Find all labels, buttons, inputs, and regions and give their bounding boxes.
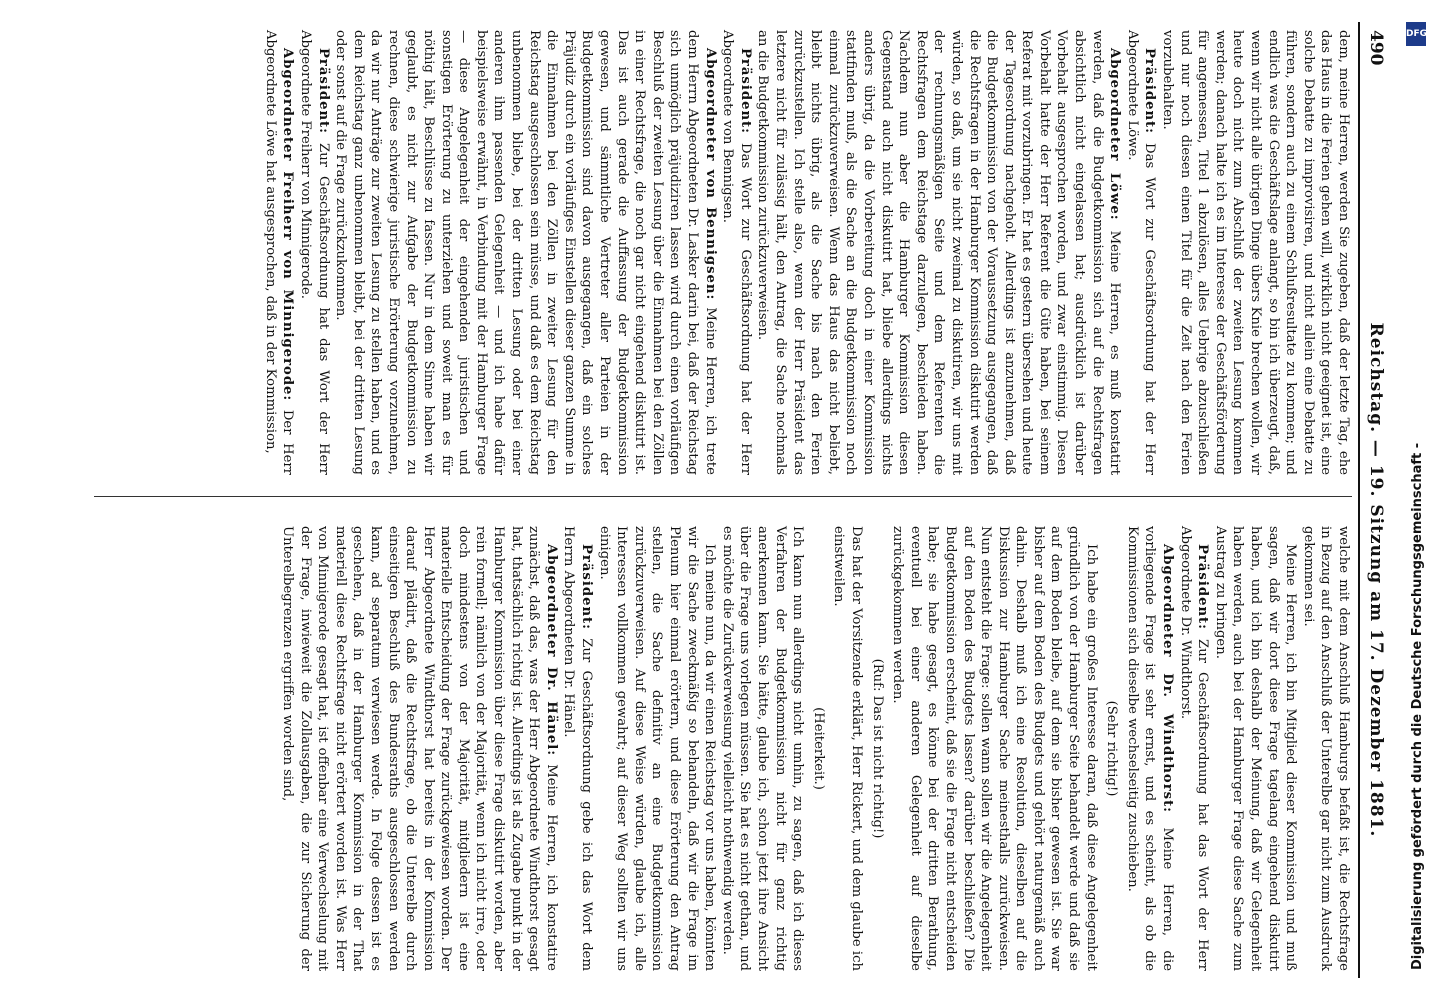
page-title: Reichstag. — 19. Sitzung am 17. Dezember 1881. <box>1366 322 1386 838</box>
paragraph <box>1123 30 1158 475</box>
paragraph-text: Das Wort zur Geschäftsordnung hat der Herr Abgeordnete von Bennigsen. <box>720 30 753 475</box>
interjection <box>1103 526 1121 971</box>
paragraph-text: Der Herr Abgeordnete Löwe hat ausgesprochen, daß in der Kommission, <box>262 30 296 475</box>
paragraph-text: (Ruf: Das ist nicht richtig!) <box>869 658 885 839</box>
paragraph <box>278 526 560 971</box>
paragraph-text: Meine Herren, ich konstatire zunächst, daß das, was der Herr Abgeordnete Windthorst gesagt hat, thatsächlich richtig ist. Allerdings ist als Zugabe punkt in der Hamburger Kommission über diese Frage diskutirt worden, aber rein formell; nämlich von der Majorität, wenn ich nicht irre, oder doch mindestens von der Majorität, mitgliedern ist eine materielle Entscheidung der Frage zurückgewiesen worden. Der Herr Abgeordnete Windthorst hat bereits in der Kommission darauf plädirt, daß die Rechtsfrage, ob die Unterelbe durch einseitigen Beschluß des Bundesraths ausgeschlossen werden kann, ad separatum verwiesen werde. In Folge dessen ist es geschehen, daß in der Hamburger Kommission in der That materiell diese Rechtsfrage nicht erörtert worden ist. Was Herr von Minnigerode gesagt hat, ist offenbar eine Verwechselung mit der Frage, inwieweit die Zollausgaben, die zur Sicherung der Unterelbegrenzen ergriffen worden sind, <box>279 526 559 971</box>
paragraph-text: welche mit dem Anschluß Hamburgs befaßt ist, die Rechtsfrage in Bezug auf den Anschluß der Unterelbe gar nicht zum Ausdruck gekommen sei. <box>1300 526 1351 971</box>
paragraph <box>1211 526 1299 971</box>
paragraph-text: (Sehr richtig!) <box>1104 700 1120 797</box>
paragraph <box>560 526 595 971</box>
header-rule <box>1358 22 1360 978</box>
paragraph <box>1158 30 1352 475</box>
column-divider <box>94 496 1352 497</box>
left-column <box>261 30 1352 475</box>
speaker-name: Präsident: <box>1142 48 1158 135</box>
paragraph-text: dem, meine Herren, werden Sie zugeben, daß der letzte Tag, ehe das Haus in die Ferien gehen will, wirklich nicht geeignet ist, eine solche Debatte zu improvisiren, und nicht allein eine Debatte zu führen, sondern auch zu einem Schlußresultate zu kommen; und endlich was die Geschäftslage anlangt, so bin ich überzeugt, daß, wenn wir nicht alle übrigen Dinge übers Knie brechen wollen, wir heute doch nicht zum Abschluß der zweiten Lesung kommen werden; danach halte ich es im Interesse der Geschäftsförderung für angemessen, Titel 1 abzulösen, alles Uebrige abzuschließen und nur noch diesen einen Titel für die Zeit nach den Ferien vorzubehalten. <box>1160 30 1351 475</box>
right-column <box>278 526 1352 971</box>
paragraph <box>1123 526 1176 971</box>
paragraph-text: Ich habe ein großes Interesse daran, daß diese Angelegenheit gründlich von der Hamburger Seite behandelt werde und daß sie auf dem Boden bleibe, auf dem sie bisher gewesen ist. Sie war bisher auf dem Boden des Budgets und gehört naturgemäß auch dahin. Deshalb muß ich eine Resolution, dieselben auf die Diskussion zur Hamburger Sache meinesthalls zurückweisen. Nun entsteht die Frage: sollen wann sollen wir die Angelegenheit auf den Boden des Budgets lassen? darüber beschließen? Die Budgetkommission erscheint, daß sie die Frage nicht entscheiden habe; sie habe gesagt, es könne bei der dritten Berathung, eventuell bei einer anderen Gelegenheit auf dieselbe zurückgekommen werden. <box>890 526 1099 971</box>
speaker-name: Präsident: <box>1195 544 1211 631</box>
paragraph-text: Meine Herren, ich trete dem Herrn Abgeordneten Dr. Lasker darin bei, daß der Reichstag sich unmöglich präjudiziren lassen wird durch einen vorläufigen Beschluß der zweiten Lesung über die Einnahmen bei den Zöllen in einer Rechtsfrage, die noch gar nicht eingehend diskutirt ist. Das ist auch gerade die Auffassung der Budgetkommission gewesen, und sämmtliche Vertreter aller Parteien in der Budgetkommission sind davon ausgegangen, daß ein solches Präjudiz durch ein vorläufiges Einstellen dieser ganzen Summe in die Einnahmen bei den Zöllen in zweiter Lesung für den Reichstag ausgeschlossen sein müsse, und daß es dem Reichstag unbenommen bliebe, bei der dritten Lesung oder bei einer anderen ihm passenden Gelegenheit — und ich habe dafür beispielsweise erwähnt, in Verbindung mit der Hamburger Frage — diese Angelegenheit der eingehenden juristischen und sonstigen Erörterung zu unterziehen und soweit man es für nöthig hält, Beschlüsse zu fassen. Nur in dem Sinne haben wir geglaubt, es nicht zur Aufgabe der Budgetkommission zu rechnen, diese schwierige juristische Erörterung vorzunehmen, da wir nur Anträge zur zweiten Lesung zu stellen haben, und es dem Reichstag ganz unbenommen bleibt, bei der dritten Lesung oder sonst auf die Frage zurückzukommen. <box>333 30 718 475</box>
paragraph-text: Zur Geschäftsordnung gebe ich das Wort dem Herrn Abgeordneten Dr. Hänel. <box>561 526 595 971</box>
page-number: 490 <box>1366 30 1386 66</box>
paragraph <box>889 526 1100 971</box>
speaker-name: Abgeordneter Löwe: <box>1107 48 1123 221</box>
speaker-name: Präsident: <box>737 48 753 135</box>
paragraph <box>1299 526 1352 971</box>
paragraph-text: Ich meine nun, da wir einen Reichstag vor uns haben, könnten wir die Sache zweckmäßig so behandeln, daß wir die Frage im Plenum hier einmal erörtern, und diese Erörterung den Antrag stellen, die Sache definitiv an eine Budgetkommission zurückzuverweisen. Auf diese Weise würden, glaube ich, alle Interessen vollkommen gewahrt; auf dieser Weg sollten wir uns einigen. <box>596 526 718 971</box>
page-header <box>1364 0 1386 1000</box>
speaker-name: Präsident: <box>579 544 595 631</box>
speaker-name: Abgeordneter von Bennigsen: <box>702 48 718 301</box>
paragraph <box>754 30 1123 475</box>
paragraph-text: Das hat der Vorsitzende erklärt, Herr Rickert, und dem glaube ich einstweilen. <box>831 526 864 971</box>
interjection <box>809 526 827 971</box>
paragraph <box>1176 526 1211 971</box>
digitization-strip <box>1406 22 1430 982</box>
paragraph <box>332 30 719 475</box>
paragraph-text: Meine Herren, es muß konstatirt werden, daß die Budgetkommission sich auf die Rechtsfragen absichtlich nicht eingelassen hat; ausdrücklich ist darüber Vorbehalt ausgesprochen worden, und zwar einstimmig. Diesen Vorbehalt hatte der Herr Referent die Güte haben, bei seinem Referat mit vorzubringen. Er hat es gestern übersehen und heute der Tagesordnung nachgeholt. Allerdings ist anzunehmen, daß die Budgetkommission von der Voraussetzung ausgegangen, daß die Rechtsfragen in der Hamburger Kommission diskutirt werden würden, so daß, um sie nicht zweimal zu diskutiren, wir uns mit der rechnungsmäßigen Seite und dem Referenten die Rechtsfragen dem Reichstage darzulegen, beschieden haben. Nachdem nun aber die Hamburger Kommission diesen Gegenstand auch nicht diskutirt hat, bliebe allerdings nichts anders übrig, da die Vorbereitung doch in einer Kommission stattfinden muß, als die Sache an die Budgetkommission noch einmal zurückzuverweisen. Wenn das Haus das nicht beliebt, bleibt nichts übrig, als die Sache bis nach den Ferien zurückzustellen. Ich stelle also, wenn der Herr Präsident das letztere nicht für zulässig hält, den Antrag, die Sache nochmals an die Budgetkommission zurückzuverweisen. <box>755 30 1123 475</box>
paragraph-text: Das Wort zur Geschäftsordnung hat der Herr Abgeordnete Löwe. <box>1124 30 1158 475</box>
paragraph <box>719 30 754 475</box>
speaker-name: Abgeordneter Dr. Windthorst: <box>1160 544 1176 814</box>
speaker-name: Abgeordneter Dr. Hänel: <box>543 544 559 757</box>
paragraph <box>296 30 331 475</box>
paragraph-text: Zur Geschäftsordnung hat das Wort der Herr Abgeordnete Freiherr von Minnigerode. <box>297 30 331 475</box>
paragraph <box>718 526 806 971</box>
dfg-logo: DFG <box>1406 22 1426 46</box>
digitization-note: Digitalisierung gefördert durch die Deutsche Forschungsgemeinschaft - <box>1410 442 1425 970</box>
speaker-name: Präsident: <box>315 48 331 135</box>
paragraph-text: Zur Geschäftsordnung hat das Wort der Herr Abgeordnete Dr. Windthorst. <box>1177 526 1211 971</box>
paragraph-text: Ich kann nun allerdings nicht umhin, zu sagen, daß ich dieses Verfahren der Budgetkommission nicht für ganz richtig anerkennen kann. Sie hätte, glaube ich, schon jetzt ihre Ansicht über die Frage uns vorlegen müssen. Sie hat es nicht gethan, und es möchte die Zurückverweisung vielleicht nothwendig werden. <box>719 526 806 971</box>
paragraph <box>830 526 865 971</box>
paragraph <box>261 30 296 475</box>
interjection <box>868 526 886 971</box>
paragraph-text: (Heiterkeit.) <box>810 707 826 790</box>
paragraph-text: Meine Herren, ich bin Mitglied dieser Kommission und muß sagen, daß wir dort diese Frage tagelang eingehend diskutirt haben, und ich bin deshalb der Meinung, daß wir Gelegenheit haben werden, auch bei der Hamburger Frage diese Sache zum Austrag zu bringen. <box>1212 526 1299 971</box>
paragraph-text: Meine Herren, die vorliegende Frage ist sehr ernst, und es scheint, als ob die Kommissionen sich dieselbe wechselseitig zuschieben. <box>1124 526 1176 971</box>
paragraph <box>595 526 718 971</box>
speaker-name: Abgeordneter Freiherr von Minnigerode: <box>280 48 296 402</box>
